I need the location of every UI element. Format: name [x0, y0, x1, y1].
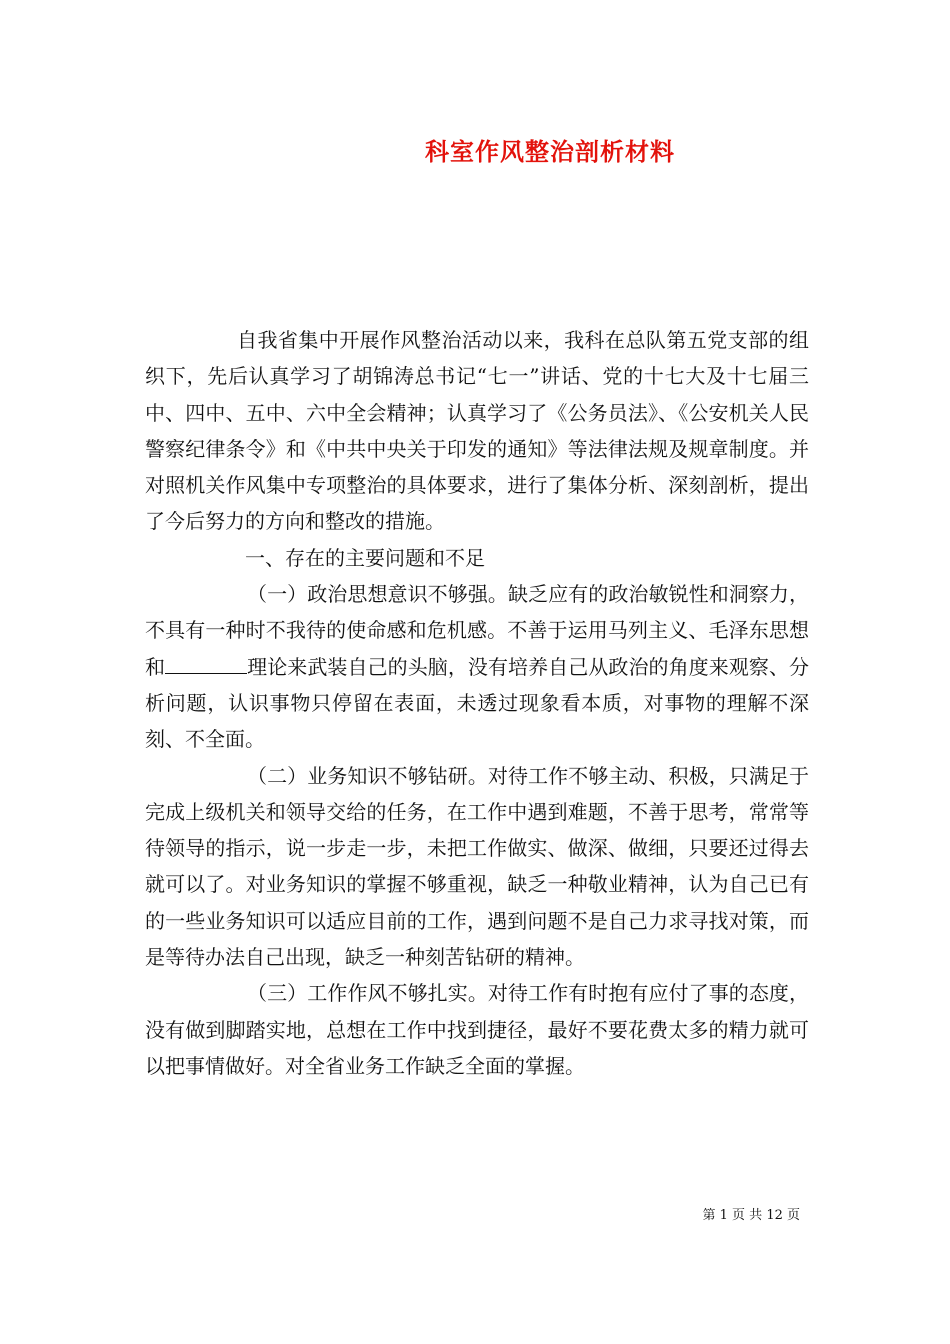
item1-text-before-blank: （一）政治思想意识不够强。缺乏应有的政治敏锐性和洞察力，不具有一种时不我待的使命感和危机感。不善于运用马列主义、毛泽东思想和 [145, 582, 809, 679]
item1-text-after-blank: 理论来武装自己的头脑，没有培养自己从政治的角度来观察、分析问题，认识事物只停留在表面，未透过现象看本质，对事物的理解不深刻、不全面。 [145, 654, 810, 752]
item3-paragraph: （三）工作作风不够扎实。对待工作有时抱有应付了事的态度，没有做到脚踏实地，总想在工作中找到捷径，最好不要花费太多的精力就可以把事情做好。对全省业务工作缺乏全面的掌握。 [145, 981, 809, 1078]
item2-paragraph: （二）业务知识不够钻研。对待工作不够主动、积极，只满足于完成上级机关和领导交给的任务，在工作中遇到难题，不善于思考，常常等待领导的指示，说一步走一步，未把工作做实、做深、做细，只要还过得去就可以了。对业务知识的掌握不够重视，缺乏一种敬业精神，认为自己已有的一些业务知识可以适应目前的工作，遇到问题不是自己力求寻找对策，而是等待办法自己出现，缺乏一种刻苦钻研的精神。 [145, 763, 809, 970]
section-heading: 一、存在的主要问题和不足 [245, 545, 485, 570]
item1-paragraph [145, 576, 809, 757]
intro-paragraph: 自我省集中开展作风整治活动以来，我科在总队第五党支部的组织下，先后认真学习了胡锦涛总书记“七一”讲话、党的十七大及十七届三中、四中、五中、六中全会精神；认真学习了《公务员法》、《公安机关人民警察纪律条令》和《中共中央关于印发的通知》等法律法规及规章制度。并对照机关作风集中专项整治的具体要求，进行了集体分析、深刻剖析，提出了今后努力的方向和整改的措施。 [145, 328, 809, 534]
document-body [145, 322, 809, 1084]
page-number-footer: 第 1 页 共 12 页 [702, 1208, 800, 1223]
fill-in-blank [165, 655, 247, 674]
document-title: 科室作风整治剖析材料 [425, 138, 675, 166]
